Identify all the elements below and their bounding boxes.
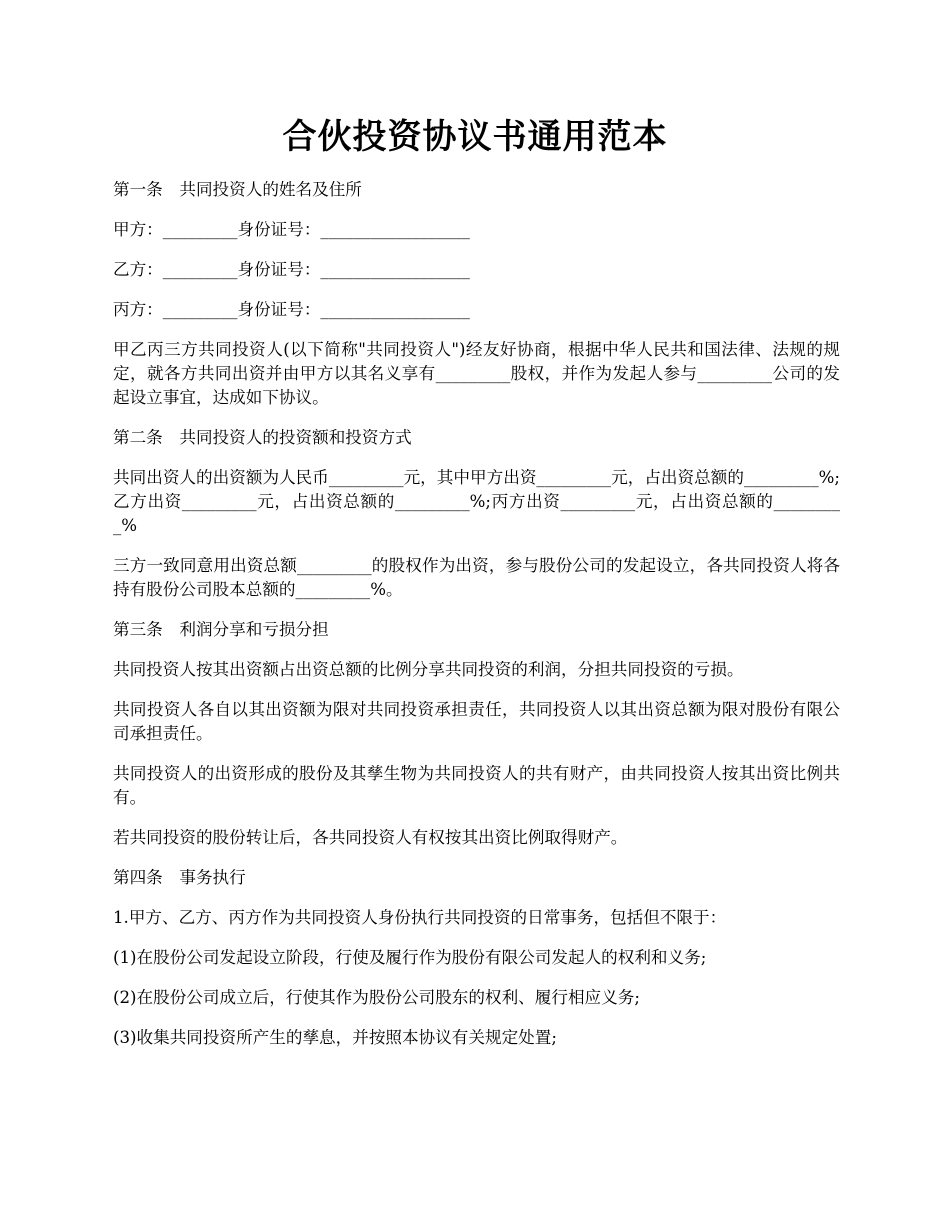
share-transfer-paragraph: 若共同投资的股份转让后，各共同投资人有权按其出资比例取得财产。 xyxy=(113,828,628,847)
document-title: 合伙投资协议书通用范本 xyxy=(282,117,668,157)
article-3-heading: 第三条 利润分享和亏损分担 xyxy=(113,620,329,639)
liability-paragraph: 共同投资人各自以其出资额为限对共同投资承担责任，共同投资人以其出资总额为限对股份有限公司承担责任。 xyxy=(113,700,840,743)
investment-amount-paragraph: 共同出资人的出资额为人民币_________元，其中甲方出资_________元，占出资总额的_________%;乙方出资_________元，占出资总额的_________%;丙方出资_________元，占出资总额的_________% xyxy=(113,468,840,535)
party-a-line: 甲方：_________身份证号：__________________ xyxy=(113,220,470,239)
article-1-heading: 第一条 共同投资人的姓名及住所 xyxy=(113,180,362,199)
party-b-line: 乙方：_________身份证号：__________________ xyxy=(113,260,470,279)
agreement-intro-paragraph: 甲乙丙三方共同投资人(以下简称"共同投资人")经友好协商，根据中华人民共和国法律、法规的规定，就各方共同出资并由甲方以其名义享有_________股权，并作为发起人参与_________公司的发起设立事宜，达成如下协议。 xyxy=(113,340,840,407)
list-item-3: (3)收集共同投资所产生的孳息，并按照本协议有关规定处置; xyxy=(113,1028,557,1047)
list-item-1: (1)在股份公司发起设立阶段，行使及履行作为股份有限公司发起人的权利和义务; xyxy=(113,948,707,967)
list-item-2: (2)在股份公司成立后，行使其作为股份公司股东的权利、履行相应义务; xyxy=(113,988,640,1007)
affairs-execution-paragraph: 1.甲方、乙方、丙方作为共同投资人身份执行共同投资的日常事务，包括但不限于： xyxy=(113,908,727,927)
equity-contribution-paragraph: 三方一致同意用出资总额_________的股权作为出资，参与股份公司的发起设立，各共同投资人将各持有股份公司股本总额的_________%。 xyxy=(113,556,840,599)
profit-sharing-paragraph: 共同投资人按其出资额占出资总额的比例分享共同投资的利润，分担共同投资的亏损。 xyxy=(113,660,744,679)
document-body xyxy=(113,178,840,1066)
party-c-line: 丙方：_________身份证号：__________________ xyxy=(113,300,470,319)
joint-property-paragraph: 共同投资人的出资形成的股份及其孳生物为共同投资人的共有财产，由共同投资人按其出资比例共有。 xyxy=(113,764,840,807)
article-2-heading: 第二条 共同投资人的投资额和投资方式 xyxy=(113,428,412,447)
article-4-heading: 第四条 事务执行 xyxy=(113,868,246,887)
